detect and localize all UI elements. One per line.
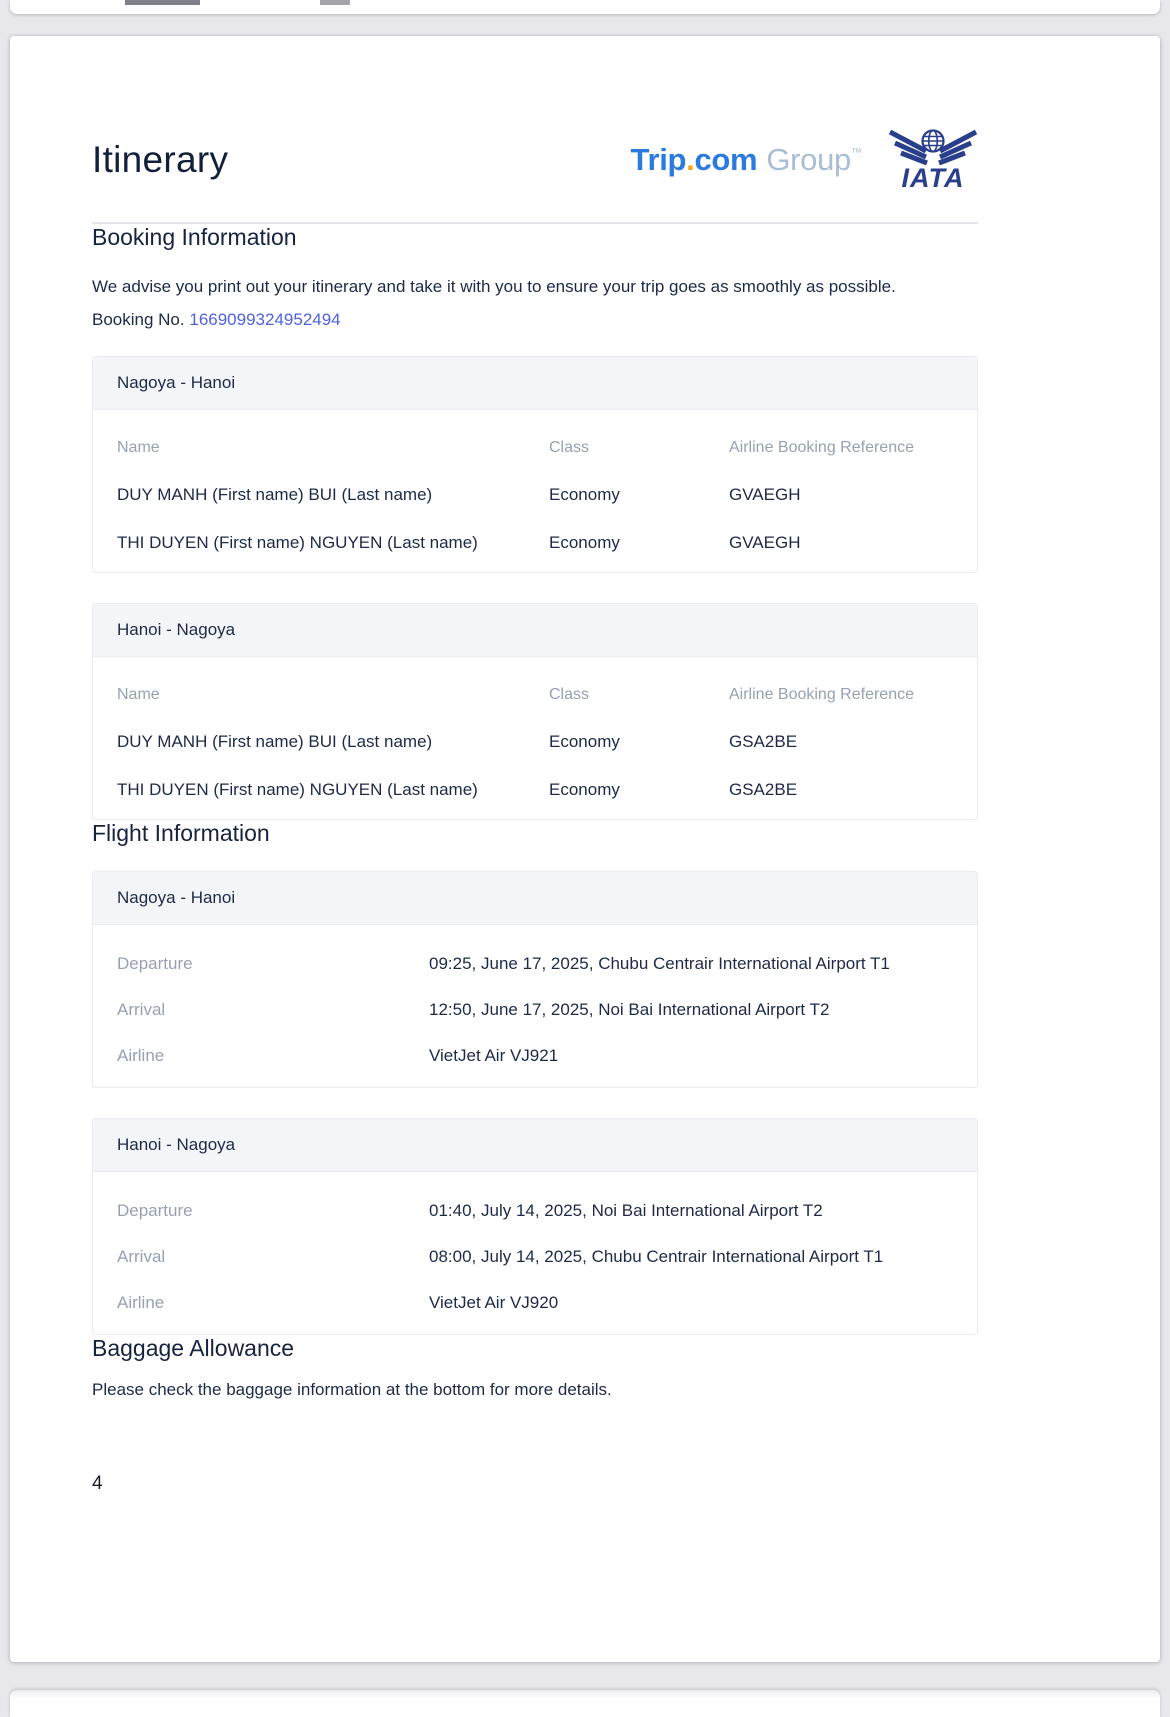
- passenger-class: Economy: [549, 732, 620, 751]
- flight-row-departure: [117, 1200, 953, 1222]
- page-header: [92, 36, 978, 192]
- passenger-class: Economy: [549, 485, 620, 504]
- trip-logo-word: Trip: [630, 142, 687, 177]
- itinerary-page: [10, 36, 1160, 1662]
- booking-information-heading: Booking Information: [92, 224, 297, 250]
- trip-logo-dot: .: [686, 142, 695, 177]
- passenger-class: Economy: [549, 780, 620, 799]
- airline-value: VietJet Air VJ920: [429, 1293, 559, 1312]
- departure-label: Departure: [117, 1201, 193, 1220]
- airline-label: Airline: [117, 1293, 165, 1312]
- table-row: [117, 779, 953, 801]
- card-route-header: Nagoya - Hanoi: [93, 357, 977, 410]
- booking-number-label: Booking No.: [92, 310, 185, 329]
- column-class: Class: [549, 439, 590, 456]
- cropped-content-mark: [125, 0, 200, 5]
- logo-group: [631, 128, 978, 192]
- flight-row-airline: [117, 1292, 953, 1314]
- passenger-name: THI DUYEN (First name) NGUYEN (Last name): [117, 533, 478, 552]
- arrival-label: Arrival: [117, 1000, 166, 1019]
- table-header-row: [117, 438, 953, 458]
- passenger-table: [93, 410, 977, 572]
- departure-value: 09:25, June 17, 2025, Chubu Centrair International Airport T1: [429, 954, 890, 973]
- passenger-table: [93, 657, 977, 819]
- page-number: 4: [92, 1473, 103, 1494]
- passenger-name: DUY MANH (First name) BUI (Last name): [117, 732, 433, 751]
- card-route-header: Hanoi - Nagoya: [93, 1119, 977, 1172]
- booking-number-line: [92, 308, 978, 332]
- card-route-header: Nagoya - Hanoi: [93, 872, 977, 925]
- departure-value: 01:40, July 14, 2025, Noi Bai International Airport T2: [429, 1201, 823, 1220]
- booking-advice-text: We advise you print out your itinerary and take it with you to ensure your trip goes as smoothly as possible.: [92, 277, 896, 296]
- page-content: [92, 36, 978, 1496]
- card-route-header: Hanoi - Nagoya: [93, 604, 977, 657]
- cropped-content-mark: [320, 0, 350, 5]
- previous-page-fragment: [10, 0, 1160, 14]
- table-row: [117, 484, 953, 506]
- column-name: Name: [117, 686, 160, 703]
- column-class: Class: [549, 686, 590, 703]
- page-title: Itinerary: [92, 139, 229, 180]
- table-header-row: [117, 685, 953, 705]
- column-reference: Airline Booking Reference: [729, 686, 914, 703]
- arrival-value: 12:50, June 17, 2025, Noi Bai International Airport T2: [429, 1000, 830, 1019]
- tripcom-group-logo: [631, 142, 862, 178]
- trip-logo-group-word: Group: [766, 142, 851, 177]
- flight-row-arrival: [117, 1246, 953, 1268]
- airline-value: VietJet Air VJ921: [429, 1046, 559, 1065]
- flight-row-arrival: [117, 999, 953, 1021]
- flight-card-nagoya-hanoi: [92, 871, 978, 1088]
- baggage-note: Please check the baggage information at the bottom for more details.: [92, 1380, 612, 1399]
- table-row: [117, 532, 953, 554]
- flight-row-departure: [117, 953, 953, 975]
- flight-details: [93, 1172, 977, 1334]
- passenger-name: THI DUYEN (First name) NGUYEN (Last name): [117, 780, 478, 799]
- flight-information-heading: Flight Information: [92, 820, 270, 846]
- passenger-reference: GSA2BE: [729, 732, 798, 751]
- flight-row-airline: [117, 1045, 953, 1067]
- passenger-name: DUY MANH (First name) BUI (Last name): [117, 485, 433, 504]
- iata-logo: [888, 128, 978, 192]
- booking-number-link[interactable]: 1669099324952494: [189, 310, 341, 329]
- next-page-fragment: [10, 1690, 1160, 1717]
- passenger-reference: GSA2BE: [729, 780, 798, 799]
- flight-card-hanoi-nagoya: [92, 1118, 978, 1335]
- iata-logo-text: IATA: [901, 163, 965, 192]
- column-reference: Airline Booking Reference: [729, 439, 914, 456]
- passenger-card-hanoi-nagoya: [92, 603, 978, 820]
- arrival-label: Arrival: [117, 1247, 166, 1266]
- passenger-class: Economy: [549, 533, 620, 552]
- arrival-value: 08:00, July 14, 2025, Chubu Centrair International Airport T1: [429, 1247, 884, 1266]
- column-name: Name: [117, 439, 160, 456]
- passenger-reference: GVAEGH: [729, 533, 801, 552]
- trademark-symbol: ™: [851, 147, 862, 159]
- passenger-reference: GVAEGH: [729, 485, 801, 504]
- flight-details: [93, 925, 977, 1087]
- departure-label: Departure: [117, 954, 193, 973]
- airline-label: Airline: [117, 1046, 165, 1065]
- passenger-card-nagoya-hanoi: [92, 356, 978, 573]
- baggage-allowance-heading: Baggage Allowance: [92, 1335, 295, 1361]
- table-row: [117, 731, 953, 753]
- trip-logo-com: com: [694, 142, 758, 177]
